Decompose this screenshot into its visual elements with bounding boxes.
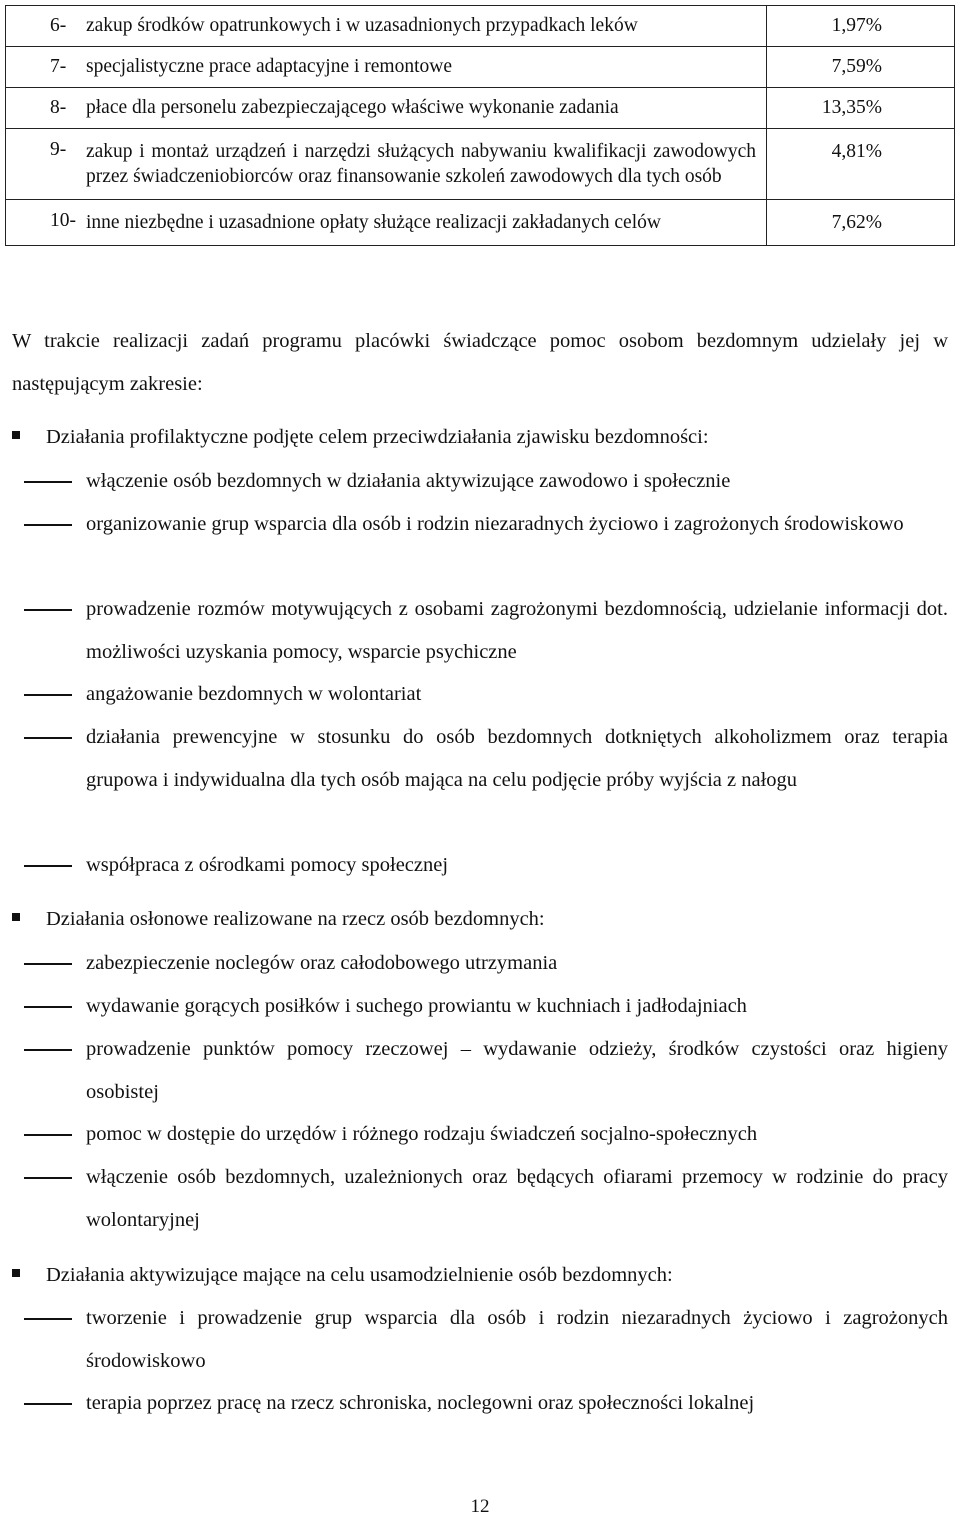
row-description: zakup środków opatrunkowych i w uzasadnionych przypadkach leków [86,15,638,36]
row-description: inne niezbędne i uzasadnione opłaty służące realizacji zakładanych celów [86,212,661,233]
row-percentage: 1,97% [767,6,955,47]
row-percentage: 13,35% [767,88,955,129]
dash-icon [24,1134,72,1136]
dash-icon [24,865,72,867]
row-description: płace dla personelu zabezpieczającego właściwe wykonanie zadania [86,97,619,118]
row-number: 6- [50,15,67,36]
row-number: 10- [50,210,76,231]
dash-icon [24,1049,72,1051]
list-item: wydawanie gorących posiłków i suchego prowiantu w kuchniach i jadłodajniach [12,985,948,1028]
table-row [6,129,955,200]
list-item: prowadzenie rozmów motywujących z osobami zagrożonymi bezdomnością, udzielanie informacji dot. możliwości uzyskania pomocy, wsparcie psychiczne [12,588,948,674]
row-description: zakup i montaż urządzeń i narzędzi służących nabywaniu kwalifikacji zawodowych przez świadczeniobiorców oraz finansowanie szkoleń zawodowych dla tych osób [86,141,756,187]
dash-icon [24,1318,72,1320]
row-description: specjalistyczne prace adaptacyjne i remontowe [86,56,452,77]
page-number: 12 [470,1496,490,1517]
row-percentage: 7,59% [767,47,955,88]
dash-icon [24,1403,72,1405]
list-item: zabezpieczenie noclegów oraz całodobowego utrzymania [12,942,948,985]
dash-icon [24,737,72,739]
row-number: 7- [50,56,67,77]
dash-icon [24,963,72,965]
list-item: włączenie osób bezdomnych, uzależnionych oraz będących ofiarami przemocy w rodzinie do pracy wolontaryjnej [12,1156,948,1242]
section-heading-protective: Działania osłonowe realizowane na rzecz osób bezdomnych: [12,898,948,941]
list-item: tworzenie i prowadzenie grup wsparcia dla osób i rodzin niezaradnych życiowo i zagrożonych środowiskowo [12,1297,948,1383]
row-number: 8- [50,97,67,118]
list-item: działania prewencyjne w stosunku do osób bezdomnych dotkniętych alkoholizmem oraz terapia grupowa i indywidualna dla tych osób mająca na celu podjęcie próby wyjścia z nałogu [12,716,948,802]
table-row [6,6,955,47]
list-item: angażowanie bezdomnych w wolontariat [12,673,948,716]
row-number: 9- [50,139,67,160]
list-item: organizowanie grup wsparcia dla osób i rodzin niezaradnych życiowo i zagrożonych środowiskowo [12,503,948,546]
square-bullet-icon [12,913,20,921]
list-item: pomoc w dostępie do urzędów i różnego rodzaju świadczeń socjalno-społecznych [12,1113,948,1156]
square-bullet-icon [12,431,20,439]
dash-icon [24,1006,72,1008]
dash-icon [24,481,72,483]
dash-icon [24,1177,72,1179]
table-row [6,47,955,88]
list-item: prowadzenie punktów pomocy rzeczowej – wydawanie odzieży, środków czystości oraz higieny osobistej [12,1028,948,1114]
list-item: włączenie osób bezdomnych w działania aktywizujące zawodowo i społecznie [12,460,948,503]
dash-icon [24,609,72,611]
expense-table [5,5,955,246]
section-heading-prevention: Działania profilaktyczne podjęte celem przeciwdziałania zjawisku bezdomności: [12,416,948,459]
square-bullet-icon [12,1269,20,1277]
section-heading-activation: Działania aktywizujące mające na celu usamodzielnienie osób bezdomnych: [12,1254,948,1297]
row-percentage: 7,62% [767,200,955,246]
list-item: terapia poprzez pracę na rzecz schroniska, noclegowni oraz społeczności lokalnej [12,1382,948,1425]
dash-icon [24,694,72,696]
row-percentage: 4,81% [767,129,955,200]
table-row [6,200,955,246]
table-row [6,88,955,129]
list-item: współpraca z ośrodkami pomocy społecznej [12,844,948,887]
intro-paragraph: W trakcie realizacji zadań programu placówki świadczące pomoc osobom bezdomnym udzielały jej w następującym zakresie: [12,330,948,395]
dash-icon [24,524,72,526]
